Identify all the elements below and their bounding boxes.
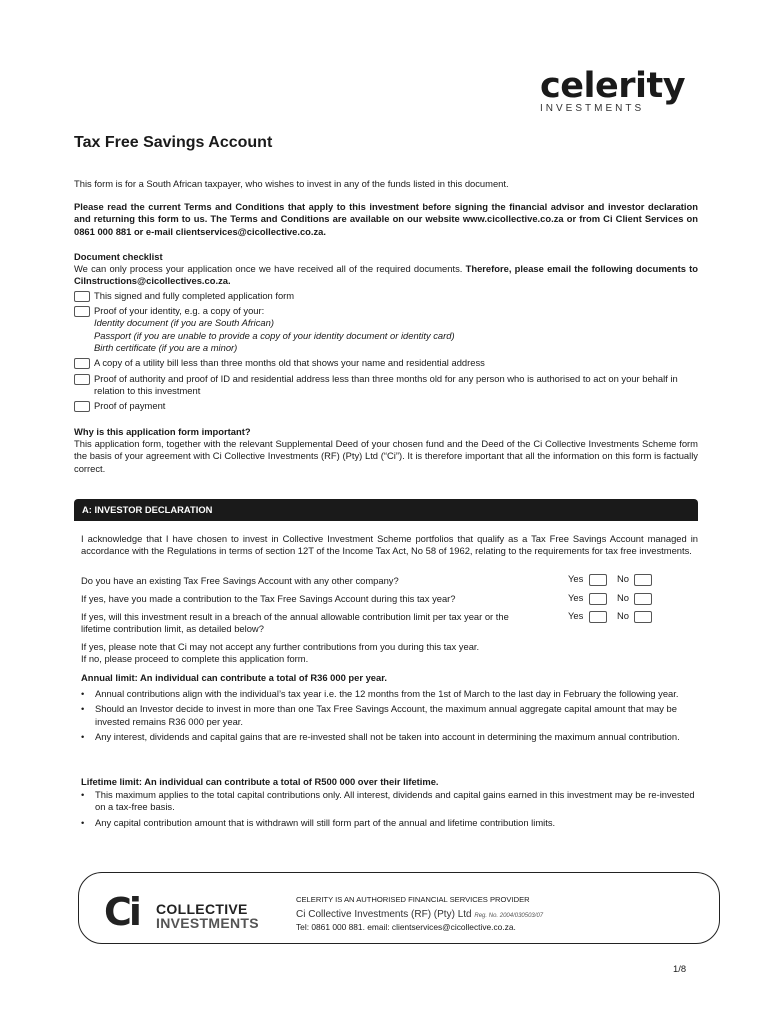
question-existing-account: Do you have an existing Tax Free Savings Account with any other company? — [81, 575, 399, 586]
no-checkbox[interactable] — [634, 611, 652, 623]
checklist-lead — [74, 263, 698, 288]
annual-limit-heading: Annual limit: An individual can contribute a total of R36 000 per year. — [81, 672, 387, 683]
yes-checkbox[interactable] — [589, 574, 607, 586]
checklist-item-payment[interactable] — [74, 400, 698, 412]
identity-option: Birth certificate (if you are a minor) — [94, 342, 238, 354]
declaration-ack: I acknowledge that I have chosen to invest in Collective Investment Scheme portfolios that qualify as a Tax Free Savings Account managed in accordance with the Regulations in terms of section 12T of the Income Tax Act, No 58 of 1962, relating to the requirements for tax free investments. — [81, 533, 698, 557]
company-name: Ci Collective Investments (RF) (Pty) Ltd — [296, 909, 472, 920]
identity-option: Identity document (if you are South African) — [94, 317, 274, 329]
no-checkbox[interactable] — [634, 593, 652, 605]
checklist-item-application[interactable] — [74, 290, 698, 302]
yes-label: Yes — [568, 592, 584, 603]
checkbox[interactable] — [74, 401, 90, 412]
why-heading: Why is this application form important? — [74, 426, 251, 437]
yes-checkbox[interactable] — [589, 611, 607, 623]
checklist-heading: Document checklist — [74, 251, 163, 262]
registration-number: Reg. No. 2004/030503/07 — [474, 913, 544, 919]
checkbox[interactable] — [74, 306, 90, 317]
ci-collective-logo — [104, 890, 259, 934]
ci-logo-line1: COLLECTIVE — [156, 901, 248, 917]
question-contribution: If yes, have you made a contribution to the Tax Free Savings Account during this tax year? — [81, 593, 456, 604]
checklist-item-identity[interactable] — [74, 305, 698, 355]
no-label: No — [617, 610, 629, 621]
annual-limit-list — [81, 688, 698, 746]
checkbox[interactable] — [74, 358, 90, 369]
list-item: • Any interest, dividends and capital gains that are re-invested shall not be taken into account in determining the maximum annual contribution. — [81, 731, 698, 743]
yes-checkbox[interactable] — [589, 593, 607, 605]
checklist-item-utility-bill[interactable] — [74, 357, 698, 369]
list-item: • Annual contributions align with the individual’s tax year i.e. the 12 months from the 1st of March to the last day in February the following year. — [81, 688, 698, 700]
if-yes-note: If yes, please note that Ci may not accept any further contributions from you during this tax year. — [81, 641, 480, 652]
yes-label: Yes — [568, 610, 584, 621]
if-no-note: If no, please proceed to complete this application form. — [81, 653, 309, 664]
lifetime-limit-heading: Lifetime limit: An individual can contribute a total of R500 000 over their lifetime. — [81, 776, 439, 787]
checklist-item-label: A copy of a utility bill less than three months old that shows your name and residential address — [94, 357, 485, 368]
why-body: This application form, together with the relevant Supplemental Deed of your chosen fund and the Deed of the Ci Collective Investments Scheme form the basis of your agreement with Ci Collective Investments (RF) (Pty) Ltd (“Ci”). It is therefore important that all the information on this form is factually correct. — [74, 438, 698, 474]
contact-line: Tel: 0861 000 881. email: clientservices@cicollective.co.za. — [296, 922, 516, 932]
list-item: • This maximum applies to the total capital contributions only. All interest, dividends and capital gains earned in this investment may be re-invested on a tax-free basis. — [81, 789, 698, 814]
fsp-statement: CELERITY IS AN AUTHORISED FINANCIAL SERVICES PROVIDER — [296, 895, 530, 904]
list-item: • Any capital contribution amount that is withdrawn will still form part of the annual and lifetime contribution limits. — [81, 817, 698, 829]
checklist-lead-bold: Therefore, please email the following documents to CiInstructions@cicollectives.co.za. — [74, 263, 698, 287]
checkbox[interactable] — [74, 291, 90, 302]
lifetime-limit-list — [81, 789, 698, 832]
checklist-item-label: Proof of authority and proof of ID and residential address less than three months old for any person who is authorised to act on your behalf in relation to this investment — [94, 373, 678, 397]
yes-label: Yes — [568, 573, 584, 584]
identity-option: Passport (if you are unable to provide a copy of your identity document or identity card) — [94, 329, 455, 341]
logo-sub: INVESTMENTS — [540, 103, 645, 114]
terms-notice: Please read the current Terms and Conditions that apply to this investment before signing the financial advisor and investor declaration and returning this form to us. The Terms and Conditions are available on our website www.cicollective.co.za or from Ci Client Services on 0861 000 881 or e-mail clientservices@cicollective.co.za. — [74, 201, 698, 237]
ci-mark: Ci — [104, 890, 139, 934]
no-label: No — [617, 592, 629, 603]
no-checkbox[interactable] — [634, 574, 652, 586]
logo-word: celerity — [540, 66, 686, 106]
company-line — [296, 909, 543, 920]
page-title: Tax Free Savings Account — [74, 134, 273, 151]
page-number: 1/8 — [673, 963, 687, 974]
intro-text: This form is for a South African taxpayer, who wishes to invest in any of the funds listed in this document. — [74, 178, 509, 189]
checklist-item-label: Proof of payment — [94, 400, 166, 411]
checkbox[interactable] — [74, 374, 90, 385]
ci-logo-line2: INVESTMENTS — [156, 915, 259, 931]
checklist-item-authority[interactable] — [74, 373, 698, 398]
checklist-item-label: Proof of your identity, e.g. a copy of your: — [94, 305, 265, 316]
checklist-lead-plain: We can only process your application once we have received all of the required documents. — [74, 263, 466, 274]
list-item: • Should an Investor decide to invest in more than one Tax Free Savings Account, the maximum annual aggregate capital amount that may be invested remains R36 000 per year. — [81, 703, 698, 728]
question-breach: If yes, will this investment result in a breach of the annual allowable contribution limit per tax year or the lifetime contribution limit, as detailed below? — [81, 611, 509, 635]
celerity-logo — [540, 68, 685, 114]
no-label: No — [617, 573, 629, 584]
checklist-item-label: This signed and fully completed application form — [94, 290, 295, 301]
section-a-header: A: INVESTOR DECLARATION — [74, 499, 698, 521]
